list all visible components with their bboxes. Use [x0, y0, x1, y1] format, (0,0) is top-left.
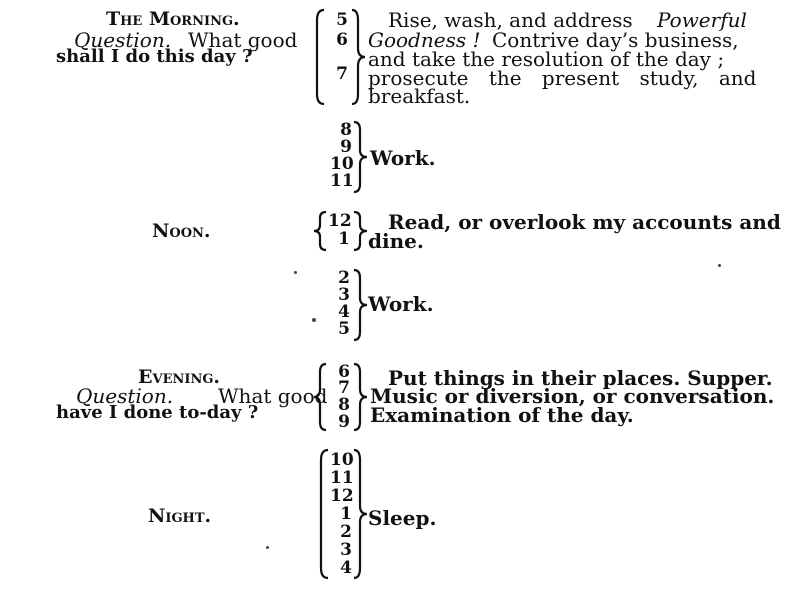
- morning-activity-line5: breakfast.: [368, 84, 471, 108]
- work1-hour-9: 9: [340, 137, 352, 157]
- work1-hour-8: 8: [340, 120, 352, 140]
- night-hour-2: 2: [340, 522, 352, 542]
- evening-open-brace: [312, 362, 328, 432]
- morning-open-bracket: [314, 8, 326, 106]
- evening-activity-line2: Music or diversion, or conversation.: [370, 384, 775, 408]
- morning-hour-5: 5: [336, 10, 348, 30]
- evening-question-rest: What good: [218, 384, 328, 408]
- morning-question-rest: What good: [188, 28, 298, 52]
- evening-hour-7: 7: [338, 378, 350, 398]
- evening-question-line2: have I done to-day ?: [56, 402, 259, 423]
- morning-activity-line3: and take the resolution of the day ;: [368, 47, 725, 71]
- speck-3: [718, 264, 721, 267]
- noon-activity-line1: Read, or overlook my accounts and: [388, 210, 781, 234]
- noon-hour-1: 1: [338, 229, 350, 249]
- night-open-bracket: [318, 448, 330, 580]
- night-hour-4: 4: [340, 558, 352, 578]
- evening-hour-9: 9: [338, 412, 350, 432]
- night-hour-11: 11: [330, 468, 354, 488]
- morning-activity-italic: Powerful: [657, 8, 747, 32]
- morning-activity-line1: Rise, wash, and address: [388, 8, 633, 32]
- work2-activity: Work.: [368, 292, 434, 316]
- work2-hour-2: 2: [338, 268, 350, 288]
- night-label: Night.: [148, 505, 212, 527]
- morning-activity-line2-rest: Contrive day’s business,: [492, 28, 739, 52]
- work1-activity: Work.: [370, 146, 436, 170]
- evening-activity-line1: Put things in their places. Supper.: [388, 366, 773, 390]
- morning-question-line2: shall I do this day ?: [56, 46, 253, 67]
- evening-hour-6: 6: [338, 362, 350, 382]
- night-hour-3: 3: [340, 540, 352, 560]
- work2-hour-3: 3: [338, 285, 350, 305]
- morning-question-word: Question.: [74, 28, 172, 52]
- night-hour-10: 10: [330, 450, 354, 470]
- work1-hour-11: 11: [330, 171, 354, 191]
- night-hour-1: 1: [340, 504, 352, 524]
- work1-hour-10: 10: [330, 154, 354, 174]
- morning-activity-line2-italic: Goodness !: [368, 28, 481, 52]
- night-hour-12: 12: [330, 486, 354, 506]
- morning-label: The Morning.: [106, 8, 240, 30]
- morning-activity-line4: prosecute the present study, and: [368, 66, 757, 90]
- evening-hour-8: 8: [338, 395, 350, 415]
- noon-label: Noon.: [152, 220, 211, 242]
- morning-hour-6: 6: [336, 30, 348, 50]
- morning-hour-7: 7: [336, 64, 348, 84]
- speck-4: [266, 546, 269, 549]
- work1-close-brace: [352, 120, 370, 194]
- morning-close-brace: [350, 8, 368, 106]
- speck-2: [312, 318, 316, 322]
- evening-question-word: Question.: [76, 384, 174, 408]
- work2-hour-4: 4: [338, 302, 350, 322]
- night-activity: Sleep.: [368, 506, 437, 530]
- evening-label: Evening.: [138, 366, 221, 388]
- evening-activity-line3: Examination of the day.: [370, 403, 634, 427]
- work2-hour-5: 5: [338, 319, 350, 339]
- speck-1: [294, 271, 297, 274]
- noon-open-brace: [312, 210, 328, 252]
- noon-hour-12: 12: [328, 211, 352, 231]
- noon-activity-line2: dine.: [368, 229, 424, 253]
- evening-close-brace: [352, 362, 370, 432]
